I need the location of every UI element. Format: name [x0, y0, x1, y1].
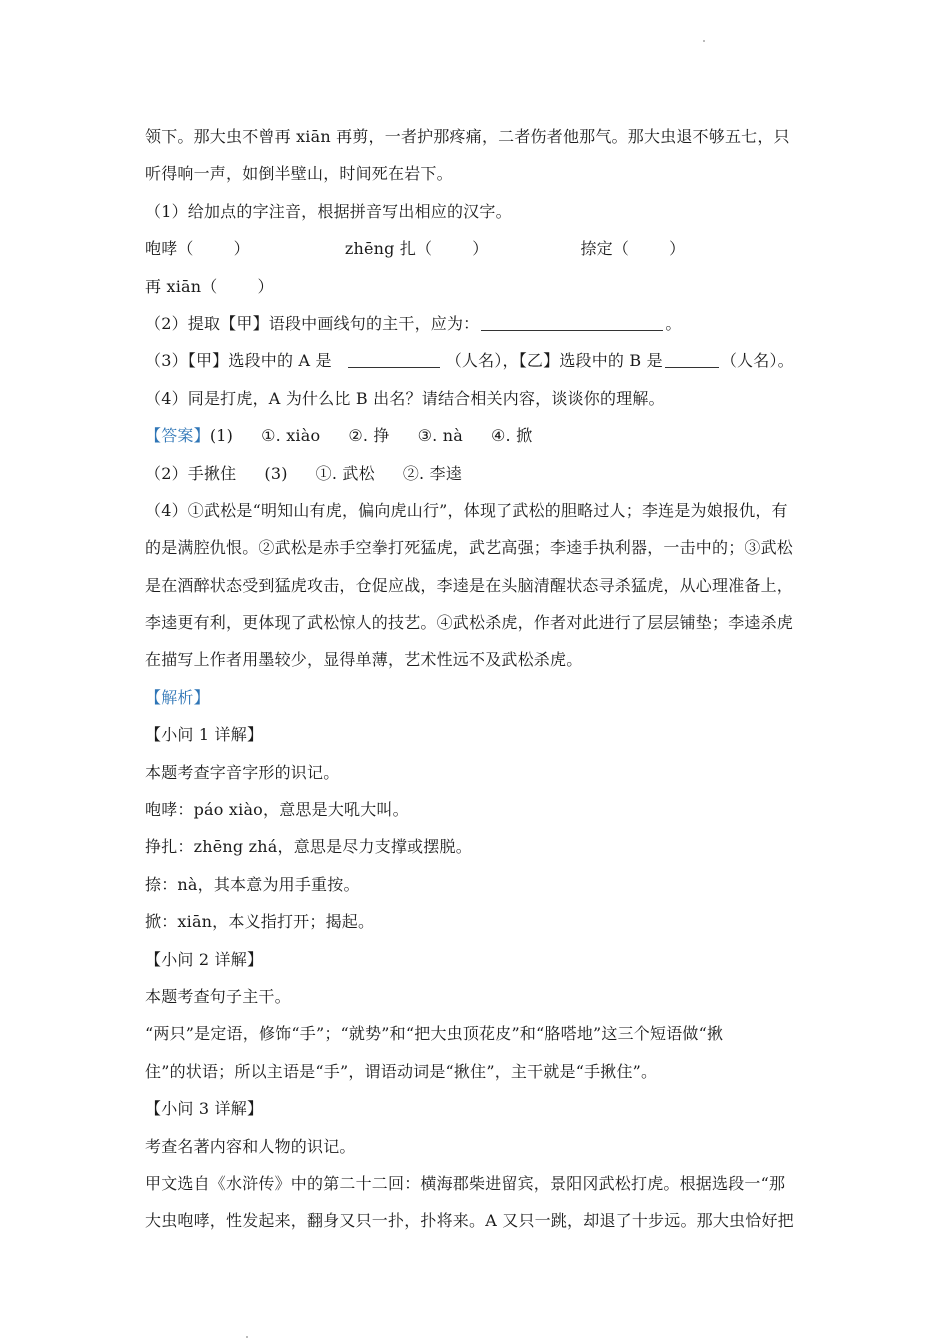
question-3: （3）【甲】选段中的 A 是 （人名），【乙】选段中的 B 是 （人名）。 — [145, 351, 794, 371]
scan-dot — [703, 40, 705, 42]
analysis-tag: 【解析】 — [145, 687, 210, 707]
answer-blank — [665, 351, 719, 368]
answer-blank — [481, 314, 663, 331]
question-1-item-4: 再 xiān（ ） — [145, 276, 274, 296]
question-1: （1）给加点的字注音，根据拼音写出相应的汉字。 — [145, 201, 512, 221]
q1-item-paoxiao: 咆哮（ — [145, 239, 194, 259]
question-4: （4）同是打虎，A 为什么比 B 出名？请结合相关内容，谈谈你的理解。 — [145, 388, 665, 408]
answer-4-line: 的是满腔仇恨。②武松是赤手空拳打死猛虎，武艺高强；李逵手执利器，一击中的；③武松 — [145, 538, 794, 558]
explanation-line: 甲文选自《水浒传》中的第二十二回：横海郡柴进留宾，景阳冈武松打虎。根据选段一“那 — [145, 1173, 786, 1193]
explanation-line: 捺：nà，其本意为用手重按。 — [145, 874, 360, 894]
sub-question-2-heading: 【小问 2 详解】 — [145, 949, 264, 969]
answer-line-1: 【答案】(1) ①. xiào ②. 挣 ③. nà ④. 掀 — [145, 426, 533, 446]
explanation-line: 住”的状语；所以主语是“手”，谓语动词是“揪住”，主干就是“手揪住”。 — [145, 1061, 658, 1081]
answer-4-line: （4）①武松是“明知山有虎，偏向虎山行”，体现了武松的胆略过人；李连是为娘报仇，有 — [145, 500, 788, 520]
explanation-line: 挣扎：zhēng zhá，意思是尽力支撑或摆脱。 — [145, 837, 472, 857]
answer-4-line: 在描写上作者用墨较少，显得单薄，艺术性远不及武松杀虎。 — [145, 650, 583, 670]
sub-question-3-heading: 【小问 3 详解】 — [145, 1099, 264, 1119]
q1-item-zhengzha: zhēng 扎（ — [344, 239, 433, 259]
explanation-line: 本题考查句子主干。 — [145, 986, 291, 1006]
answer-line-2: （2）手揪住 (3) ①. 武松 ②. 李逵 — [145, 463, 463, 483]
passage-line: 听得响一声，如倒半壁山，时间死在岩下。 — [145, 164, 453, 184]
q1-item-nading: 捺定（ — [580, 239, 630, 259]
sub-question-1-heading: 【小问 1 详解】 — [145, 725, 264, 745]
explanation-line: 本题考查字音字形的识记。 — [145, 762, 340, 782]
question-1-items: 咆哮（ ） zhēng 扎（ ） 捺定（ ） — [145, 239, 686, 259]
scan-dot — [246, 1336, 248, 1338]
explanation-line: 咆哮：páo xiào，意思是大吼大叫。 — [145, 800, 409, 820]
answer-4-line: 是在酒醉状态受到猛虎攻击，仓促应战，李逵是在头脑清醒状态寻杀猛虎，从心理准备上， — [145, 575, 794, 595]
passage-line: 领下。那大虫不曾再 xiān 再剪，一者护那疼痛，二者伤者他那气。那大虫退不够五七，只 — [145, 127, 790, 146]
answer-4-line: 李逵更有利，更体现了武松惊人的技艺。④武松杀虎，作者对此进行了层层铺垫；李逵杀虎 — [145, 613, 794, 633]
explanation-line: 掀：xiān，本义指打开；揭起。 — [145, 912, 375, 932]
question-2: （2）提取【甲】语段中画线句的主干，应为： 。 — [145, 313, 682, 333]
explanation-line: “两只”是定语，修饰“手”；“就势”和“把大虫顶花皮”和“胳嗒地”这三个短语做“揪 — [145, 1024, 724, 1044]
answer-tag: 【答案】 — [145, 426, 210, 446]
explanation-line: 大虫咆哮，性发起来，翻身又只一扑，扑将来。A 又只一跳，却退了十步远。那大虫恰好把 — [145, 1211, 794, 1231]
answer-blank — [348, 351, 440, 368]
document-body — [145, 118, 810, 1240]
explanation-line: 考查名著内容和人物的识记。 — [145, 1136, 356, 1156]
